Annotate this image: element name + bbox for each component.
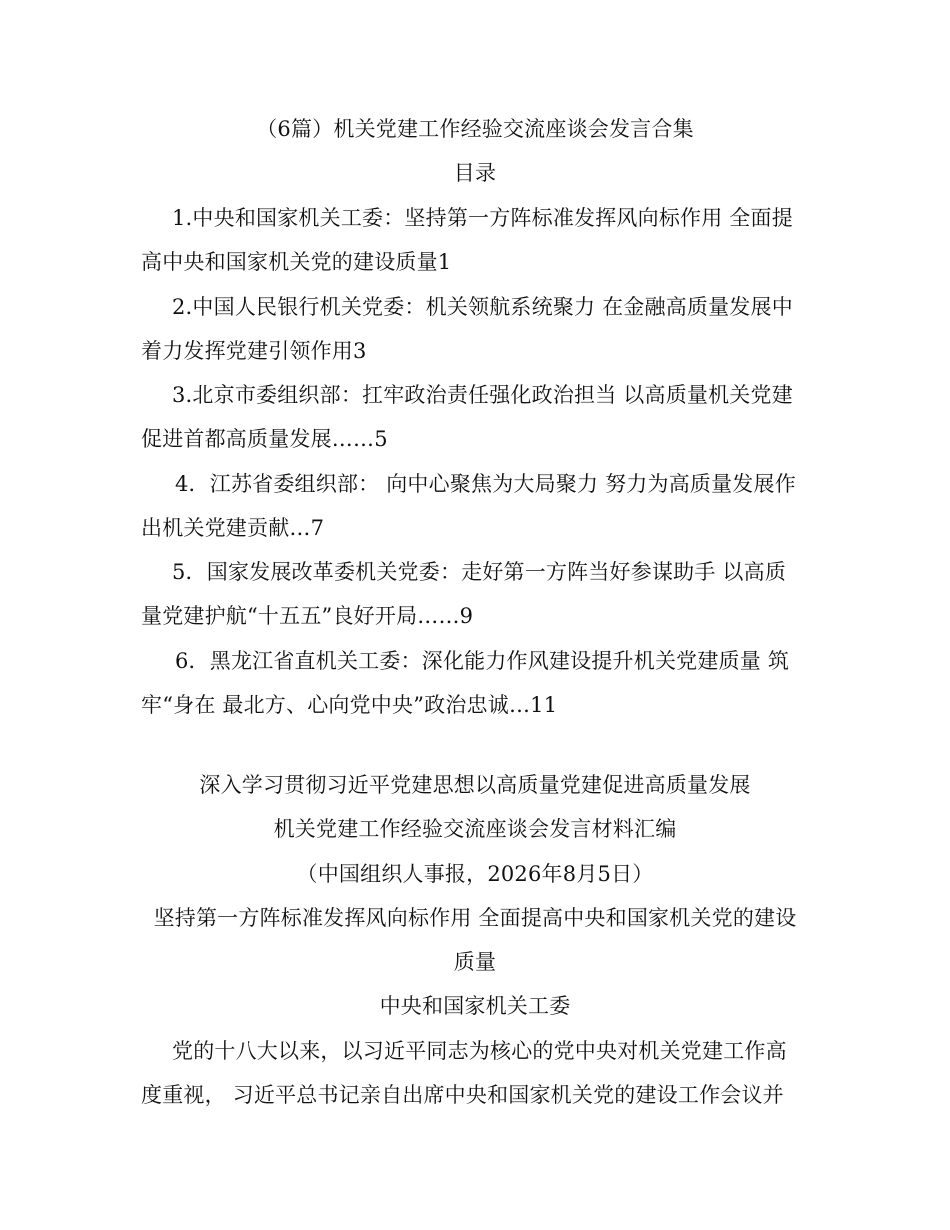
article-title-line-1: 坚持第一方阵标准发挥风向标作用 全面提高中央和国家机关党的建设: [153, 906, 797, 930]
toc-item-4-line-1: 4．江苏省委组织部： 向中心聚焦为大局聚力 努力为高质量发展作: [175, 472, 796, 496]
toc-item-3-line-1: 3.北京市委组织部：扛牢政治责任强化政治担当 以高质量机关党建: [172, 383, 793, 407]
toc-item-1-line-2: 高中央和国家机关党的建设质量1: [141, 250, 452, 274]
body-paragraph-line-2: 度重视， 习近平总书记亲自出席中央和国家机关党的建设工作会议并: [141, 1083, 784, 1107]
toc-item-6-line-2: 牢“身在 最北方、心向党中央”政治忠诚…11: [141, 693, 558, 717]
section-title-line-2: 机关党建工作经验交流座谈会发言材料汇编: [273, 817, 677, 841]
article-title-line-2: 质量: [453, 950, 497, 974]
toc-heading: 目录: [453, 161, 497, 185]
section-title-line-1: 深入学习贯彻习近平党建思想以高质量党建促进高质量发展: [199, 773, 751, 797]
body-paragraph-line-1: 党的十八大以来，以习近平同志为核心的党中央对机关党建工作高: [172, 1039, 787, 1063]
toc-item-2-line-2: 着力发挥党建引领作用3: [141, 339, 367, 363]
toc-item-5-line-1: 5．国家发展改革委机关党委：走好第一方阵当好参谋助手 以高质: [172, 560, 787, 584]
toc-item-6-line-1: 6．黑龙江省直机关工委：深化能力作风建设提升机关党建质量 筑: [175, 649, 790, 673]
toc-item-2-line-1: 2.中国人民银行机关党委：机关领航系统聚力 在金融高质量发展中: [172, 295, 793, 319]
toc-item-3-line-2: 促进首都高质量发展……5: [141, 427, 388, 451]
article-author: 中央和国家机关工委: [379, 994, 571, 1018]
toc-item-4-line-2: 出机关党建贡献…7: [141, 516, 325, 540]
toc-item-1-line-1: 1.中央和国家机关工委：坚持第一方阵标准发挥风向标作用 全面提: [172, 206, 793, 230]
document-title: （6篇）机关党建工作经验交流座谈会发言合集: [256, 117, 694, 141]
source-line: （中国组织人事报，2026年8月5日）: [296, 862, 654, 886]
toc-item-5-line-2: 量党建护航“十五五”良好开局……9: [141, 604, 474, 628]
